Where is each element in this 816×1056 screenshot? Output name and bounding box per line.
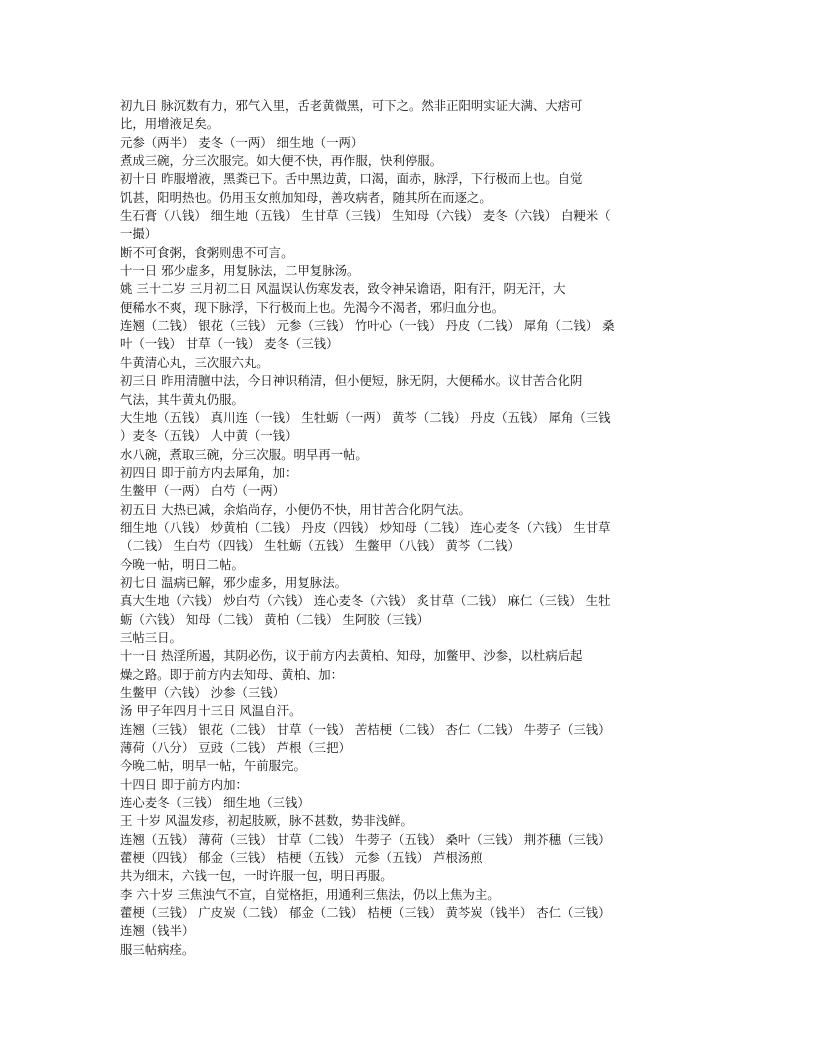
text-line: （二钱） 生白芍（四钱） 生牡蛎（五钱） 生鳖甲（八钱） 黄芩（二钱） [120, 538, 520, 554]
text-line: 初五日 大热已减，余焰尚存，小便仍不快，用甘苦合化阴气法。 [120, 501, 471, 517]
text-line: ）麦冬（五钱） 人中黄（一钱） [120, 428, 298, 444]
text-line: 元参（两半） 麦冬（一两） 细生地（一两） [120, 134, 364, 150]
text-line: 姚 三十二岁 三月初二日 风温误认伤寒发表，致令神呆谵语，阳有汗，阴无汗，大 [120, 281, 566, 297]
text-line: 连心麦冬（三钱） 细生地（三钱） [120, 795, 310, 811]
text-line: 三帖三日。 [120, 629, 182, 645]
text-line: 今晚一帖，明日二帖。 [120, 556, 244, 572]
text-line: 初三日 昨用清膻中法，今日神识稍清，但小便短，脉无阴，大便稀水。议甘苦合化阴 [120, 373, 583, 389]
document-body [120, 97, 700, 959]
text-line: 燥之路。即于前方内去知母、黄柏、加： [120, 666, 344, 682]
text-line: 初七日 温病已解，邪少虚多，用复脉法。 [120, 574, 347, 590]
text-line: 一撮） [120, 226, 158, 242]
text-line: 共为细末，六钱一包，一时许服一包，明日再服。 [120, 868, 393, 884]
text-line: 汤 甲子年四月十三日 风温自汗。 [120, 703, 302, 719]
text-line: 比，用增液足矣。 [120, 116, 220, 132]
text-line: 连翘（五钱） 薄荷（三钱） 甘草（二钱） 牛蒡子（五钱） 桑叶（三钱） 荆芥穗（三钱） [120, 831, 611, 847]
text-line: 断不可食粥，食粥则患不可言。 [120, 244, 294, 260]
text-line: 连翘（三钱） 银花（二钱） 甘草（一钱） 苦桔梗（二钱） 杏仁（二钱） 牛蒡子（三钱） [120, 721, 611, 737]
text-line: 服三帖病痊。 [120, 941, 195, 957]
text-line: 叶（一钱） 甘草（一钱） 麦冬（三钱） [120, 336, 339, 352]
text-line: 生鳖甲（六钱） 沙参（三钱） [120, 685, 286, 700]
text-line: 藿梗（四钱） 郁金（三钱） 桔梗（五钱） 元参（五钱） 芦根汤煎 [120, 850, 483, 866]
text-line: 真大生地（六钱） 炒白芍（六钱） 连心麦冬（六钱） 炙甘草（二钱） 麻仁（三钱） 生牡 [120, 593, 611, 609]
text-line: 气法，其牛黄丸仍服。 [120, 391, 244, 407]
text-line: 十一日 邪少虚多，用复脉法，二甲复脉汤。 [120, 263, 360, 279]
text-line: 连翘（二钱） 银花（三钱） 元参（三钱） 竹叶心（一钱） 丹皮（二钱） 犀角（二钱） 桑 [120, 318, 615, 334]
text-line: 李 六十岁 三焦浊气不宣，自觉格拒，用通利三焦法，仍以上焦为主。 [120, 886, 500, 902]
text-line: 王 十岁 风温发疹，初起肢厥，脉不甚数，势非浅鲜。 [120, 813, 413, 829]
text-line: 饥甚，阳明热也。仍用玉女煎加知母，善攻病者，随其所在而逐之。 [120, 189, 492, 205]
text-line: 今晚二帖，明早一帖，午前服完。 [120, 758, 306, 774]
text-line: 初九日 脉沉数有力，邪气入里，舌老黄微黑，可下之。然非正阳明实证大满、大痞可 [120, 98, 583, 113]
text-line: 藿梗（三钱） 广皮炭（二钱） 郁金（二钱） 桔梗（三钱） 黄芩炭（钱半） 杏仁（三钱） [120, 905, 611, 921]
text-line: 蛎（六钱） 知母（二钱） 黄柏（二钱） 生阿胶（三钱） [120, 611, 430, 627]
text-line: 便稀水不爽，现下脉浮，下行极而上也。先渴今不渴者，邪归血分也。 [120, 299, 505, 315]
text-line: 细生地（八钱） 炒黄柏（二钱） 丹皮（四钱） 炒知母（二钱） 连心麦冬（六钱） 生甘草 [120, 519, 611, 535]
text-line: 牛黄清心丸，三次服六丸。 [120, 354, 269, 370]
text-line: 水八碗，煮取三碗，分三次服。明早再一帖。 [120, 446, 368, 462]
text-line: 生石膏（八钱） 细生地（五钱） 生甘草（三钱） 生知母（六钱） 麦冬（六钱） 白粳米（ [120, 208, 611, 224]
text-line: 连翘（钱半） [120, 923, 195, 939]
text-line: 大生地（五钱） 真川连（一钱） 生牡蛎（一两） 黄芩（二钱） 丹皮（五钱） 犀角（三钱 [120, 409, 611, 425]
text-line: 煮成三碗，分三次服完。如大便不快，再作服，快利停服。 [120, 153, 443, 169]
text-line: 初四日 即于前方内去犀角，加： [120, 464, 298, 480]
text-line: 初十日 昨服增液，黑粪已下。舌中黑边黄，口渴，面赤，脉浮，下行极而上也。自觉 [120, 171, 583, 187]
text-line: 十一日 热淫所遏，其阴必伤，议于前方内去黄柏、知母，加鳖甲、沙参，以杜病后起 [120, 648, 583, 664]
text-line: 生鳖甲（一两） 白芍（一两） [120, 483, 286, 499]
text-line: 薄荷（八分） 豆豉（二钱） 芦根（三把） [120, 740, 351, 756]
text-line: 十四日 即于前方内加： [120, 776, 248, 792]
